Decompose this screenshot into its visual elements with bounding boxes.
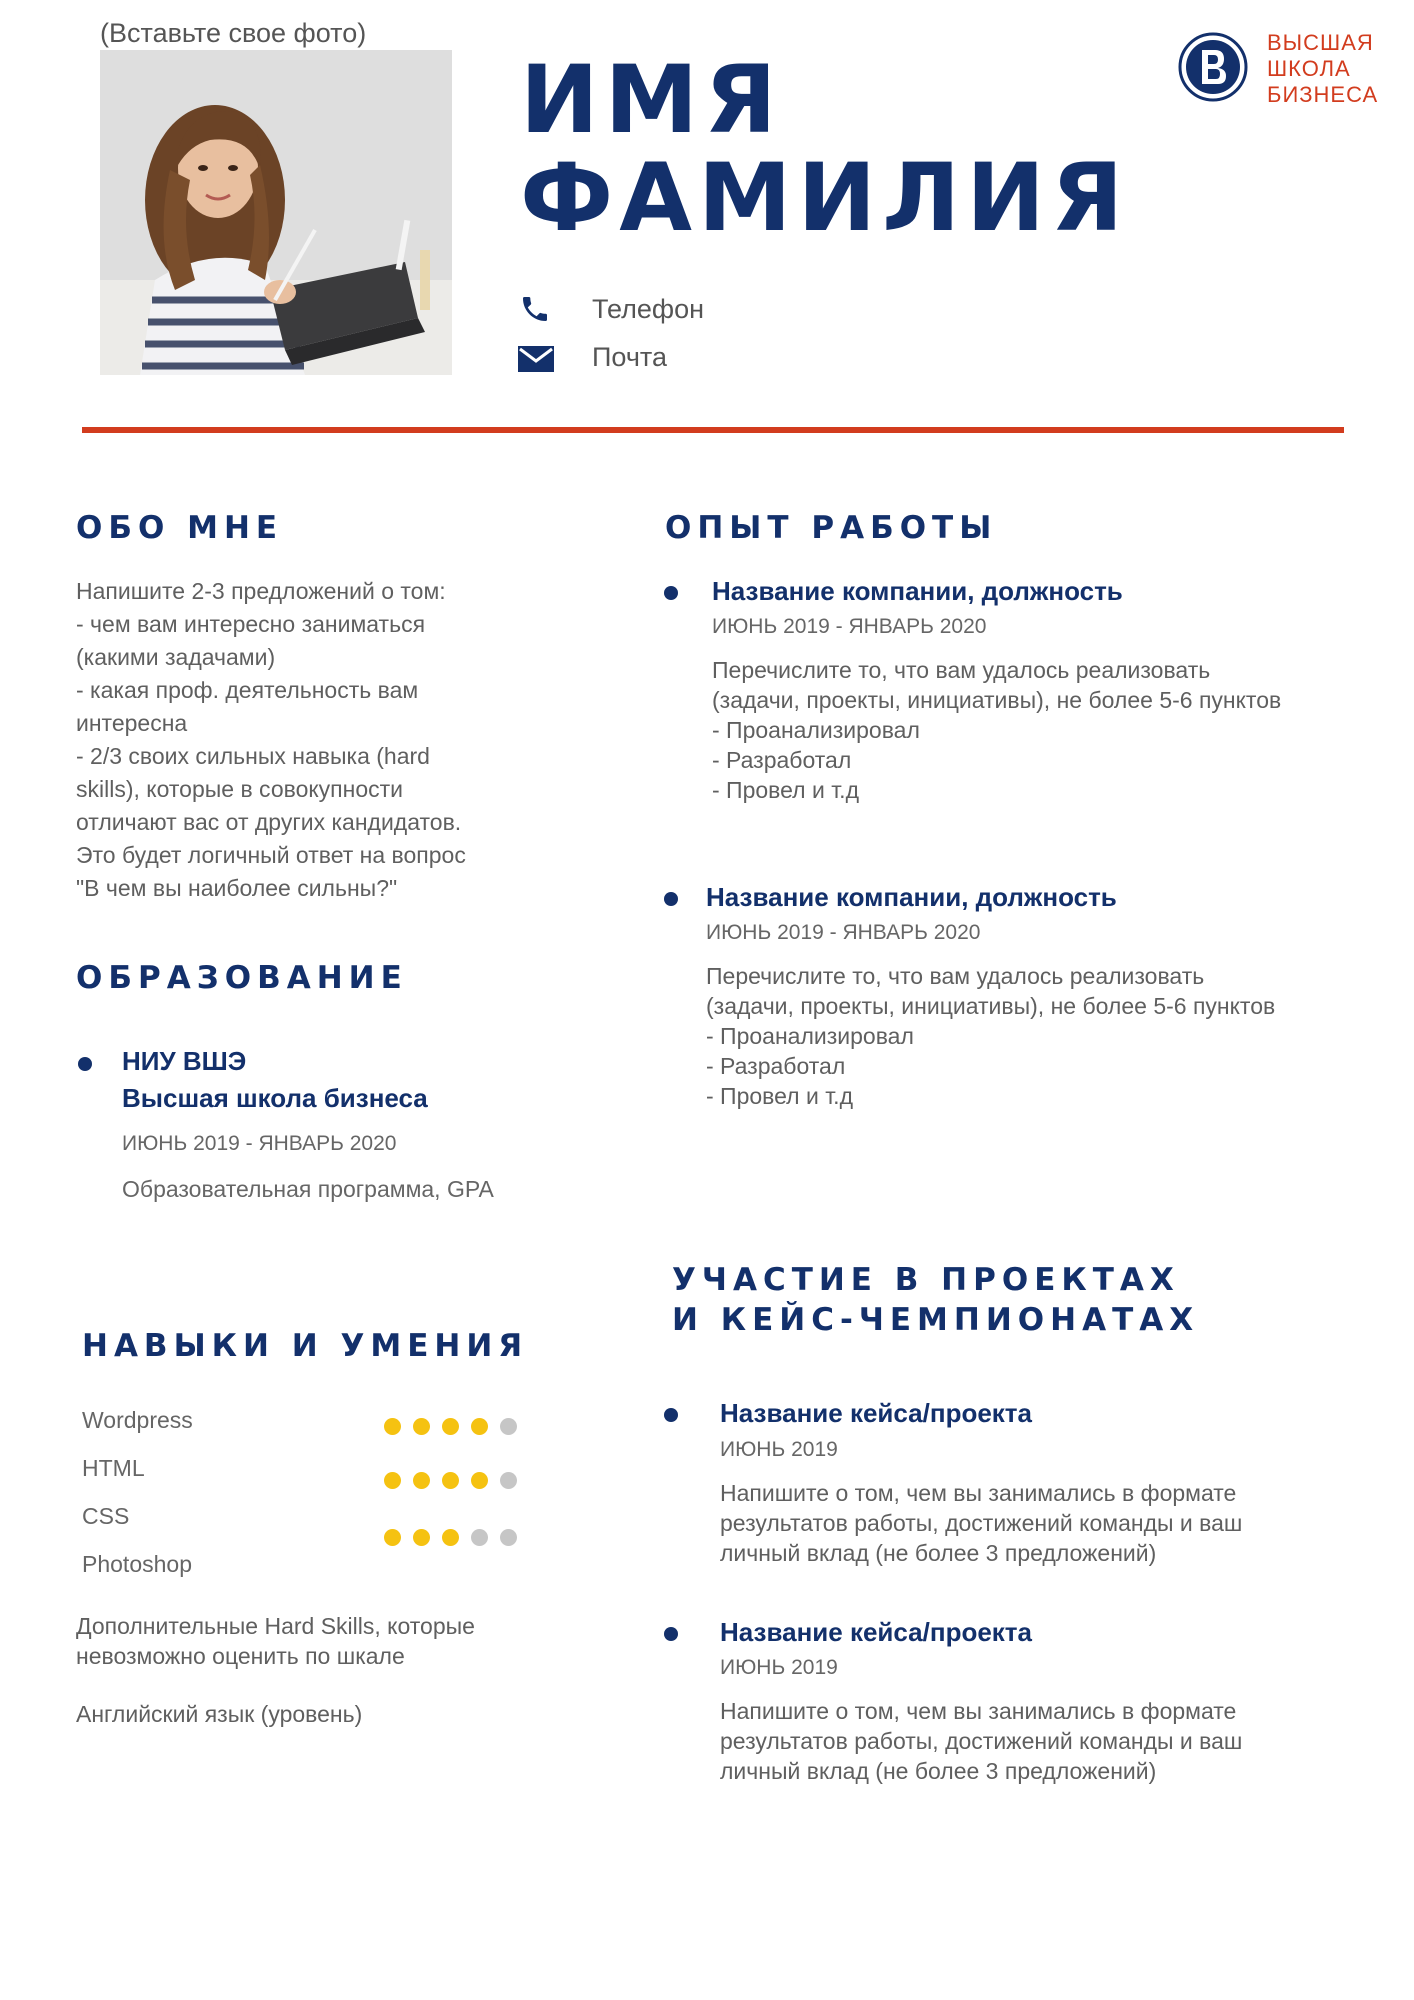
project-desc-2[interactable]: Напишите о том, чем вы занимались в формате результатов работы, достижений команды и ваш личный вклад (не более 3 предложений) <box>720 1698 1243 1784</box>
mail-icon <box>518 346 554 376</box>
experience-date-2: ИЮНЬ 2019 - ЯНВАРЬ 2020 <box>706 921 981 944</box>
education-program[interactable]: Образовательная программа, GPA <box>122 1176 494 1202</box>
full-name <box>520 46 1130 253</box>
rating-dot <box>413 1529 430 1546</box>
rating-dot <box>384 1472 401 1489</box>
project-title-1[interactable]: Название кейса/проекта <box>720 1398 1032 1428</box>
project-bullet-2 <box>664 1627 678 1641</box>
about-heading: ОБО МНЕ <box>76 510 284 546</box>
skill-rating-photoshop[interactable] <box>384 1529 517 1546</box>
education-school[interactable]: Высшая школа бизнеса <box>122 1083 428 1113</box>
project-bullet-1 <box>664 1408 678 1422</box>
projects-heading <box>672 1262 1199 1338</box>
experience-title-1[interactable]: Название компании, должность <box>712 576 1123 606</box>
hse-logo <box>1178 32 1248 107</box>
hse-logo-text <box>1267 30 1378 108</box>
skill-name-html: HTML <box>82 1455 145 1481</box>
skill-name-photoshop: Photoshop <box>82 1551 192 1577</box>
skills-heading: НАВЫКИ И УМЕНИЯ <box>82 1328 529 1364</box>
hse-logo-icon <box>1178 32 1248 102</box>
logo-text-line1: ВЫСШАЯ <box>1267 30 1374 55</box>
experience-desc-2[interactable]: Перечислите то, что вам удалось реализовать (задачи, проекты, инициативы), не более 5-6 пунктов - Проанализировал - Разработал - Провел и т.д <box>706 963 1276 1109</box>
rating-dot <box>384 1418 401 1435</box>
rating-dot <box>413 1472 430 1489</box>
project-date-1: ИЮНЬ 2019 <box>720 1438 838 1461</box>
experience-desc-1[interactable]: Перечислите то, что вам удалось реализовать (задачи, проекты, инициативы), не более 5-6 пунктов - Проанализировал - Разработал - Провел и т.д <box>712 657 1282 803</box>
profile-photo-illustration <box>100 50 452 375</box>
project-title-2[interactable]: Название кейса/проекта <box>720 1617 1032 1647</box>
rating-dot <box>442 1472 459 1489</box>
skill-name-wordpress: Wordpress <box>82 1407 193 1433</box>
projects-heading-line2: И КЕЙС-ЧЕМПИОНАТАХ <box>672 1302 1200 1338</box>
rating-dot <box>442 1418 459 1435</box>
education-bullet <box>78 1057 92 1071</box>
skills-language[interactable]: Английский язык (уровень) <box>76 1701 363 1727</box>
skill-name-css: CSS <box>82 1503 130 1529</box>
last-name: ФАМИЛИЯ <box>520 144 1130 253</box>
logo-text-line3: БИЗНЕСА <box>1267 82 1379 107</box>
skill-rating-html[interactable] <box>384 1472 517 1489</box>
rating-dot <box>413 1418 430 1435</box>
about-text[interactable]: Напишите 2-3 предложений о том: - чем вам интересно заниматься (какими задачами) - какая проф. деятельность вам интересна - 2/3 своих сильных навыка (hard skills), которые в совокупности отличают вас от других кандидатов. Это будет логичный ответ на вопрос "В чем вы наиболее сильны?" <box>76 578 466 901</box>
rating-dot <box>500 1418 517 1435</box>
skills-extra[interactable]: Дополнительные Hard Skills, которые невозможно оценить по шкале <box>76 1613 475 1669</box>
phone-field[interactable]: Телефон <box>592 294 705 324</box>
rating-dot <box>442 1529 459 1546</box>
experience-bullet-1 <box>664 586 678 600</box>
rating-dot <box>471 1529 488 1546</box>
experience-date-1: ИЮНЬ 2019 - ЯНВАРЬ 2020 <box>712 615 987 638</box>
header-divider <box>82 427 1344 433</box>
logo-text-line2: ШКОЛА <box>1267 56 1351 81</box>
email-field[interactable]: Почта <box>592 342 667 372</box>
phone-icon <box>518 293 554 323</box>
rating-dot <box>471 1472 488 1489</box>
education-heading: ОБРАЗОВАНИЕ <box>76 960 408 996</box>
first-name: ИМЯ <box>520 46 783 155</box>
skill-rating-wordpress[interactable] <box>384 1418 517 1435</box>
experience-bullet-2 <box>664 892 678 906</box>
project-desc-1[interactable]: Напишите о том, чем вы занимались в формате результатов работы, достижений команды и ваш личный вклад (не более 3 предложений) <box>720 1480 1243 1566</box>
projects-heading-line1: УЧАСТИЕ В ПРОЕКТАХ <box>672 1262 1180 1298</box>
education-institution[interactable]: НИУ ВШЭ <box>122 1046 247 1076</box>
rating-dot <box>471 1418 488 1435</box>
experience-heading: ОПЫТ РАБОТЫ <box>665 510 998 546</box>
rating-dot <box>384 1529 401 1546</box>
experience-title-2[interactable]: Название компании, должность <box>706 882 1117 912</box>
profile-photo[interactable] <box>100 50 452 375</box>
education-date: ИЮНЬ 2019 - ЯНВАРЬ 2020 <box>122 1132 397 1155</box>
rating-dot <box>500 1529 517 1546</box>
rating-dot <box>500 1472 517 1489</box>
photo-caption: (Вставьте свое фото) <box>100 18 367 48</box>
project-date-2: ИЮНЬ 2019 <box>720 1656 838 1679</box>
